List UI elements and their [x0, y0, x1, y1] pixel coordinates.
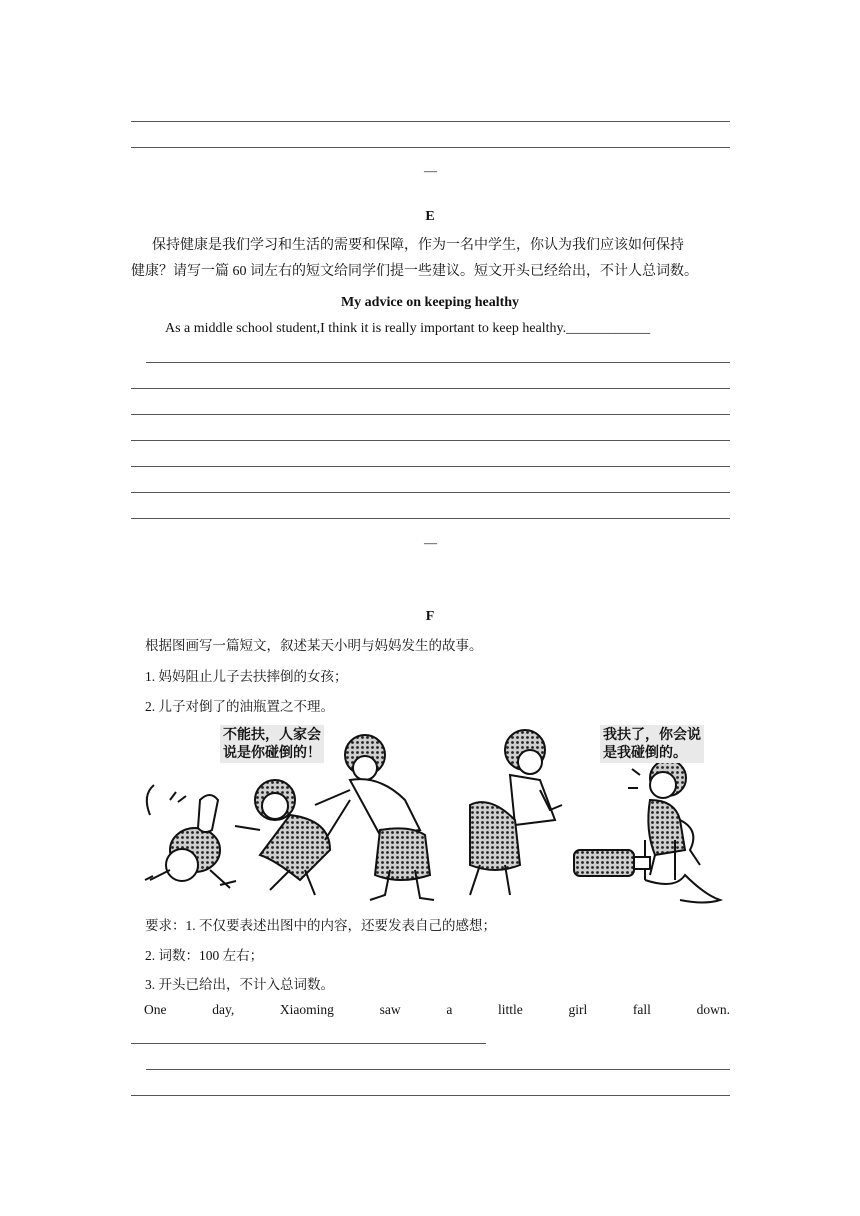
opening-word: a	[446, 1002, 453, 1017]
section-e-letter: E	[425, 209, 435, 224]
opening-word: girl	[568, 1002, 588, 1017]
answer-line	[131, 492, 730, 493]
requirement: 2. 词数：100 左右；	[145, 948, 264, 963]
answer-line	[131, 1095, 730, 1096]
section-f-opening	[144, 1002, 730, 1018]
dash-mark: —	[424, 163, 437, 178]
answer-line	[146, 1069, 730, 1070]
section-e-opening: As a middle school student,I think it is really important to keep healthy.____________	[165, 321, 651, 336]
section-f-point: 2. 儿子对倒了的油瓶置之不理。	[145, 699, 334, 714]
bubble-line: 不能扶，人家会	[223, 727, 321, 743]
bubble-line: 说是你碰倒的！	[223, 745, 321, 761]
dash-mark: —	[424, 535, 437, 550]
boy-figure	[235, 780, 330, 895]
fallen-girl-figure	[145, 785, 236, 888]
opening-word: down.	[696, 1002, 730, 1017]
section-e-instruction	[131, 233, 731, 285]
answer-line	[131, 440, 730, 441]
instruction-line: 保持健康是我们学习和生活的需要和保障，作为一名中学生，你认为我们应该如何保持	[152, 238, 684, 253]
section-f-intro: 根据图画写一篇短文，叙述某天小明与妈妈发生的故事。	[145, 638, 483, 653]
requirement: 3. 开头已给出，不计入总词数。	[145, 977, 334, 992]
answer-line	[131, 518, 730, 519]
opening-word: Xiaoming	[279, 1002, 334, 1017]
section-f-letter: F	[425, 609, 435, 624]
answer-line	[131, 147, 730, 148]
bubble-line: 是我碰倒的。	[603, 745, 687, 761]
opening-word: One	[144, 1002, 167, 1017]
opening-word: day,	[212, 1002, 235, 1017]
mother-walking-figure	[470, 730, 562, 895]
opening-word: saw	[379, 1002, 401, 1017]
speech-bubble-mother	[220, 725, 324, 763]
opening-word: fall	[632, 1002, 651, 1017]
speech-bubble-boy	[600, 725, 704, 763]
bubble-line: 我扶了，你会说	[603, 727, 701, 743]
mother-figure	[315, 735, 434, 900]
cartoon-illustration	[140, 720, 725, 905]
oil-bottle-figure	[574, 850, 720, 903]
section-e-title: My advice on keeping healthy	[340, 295, 520, 310]
answer-line	[131, 388, 730, 389]
answer-line	[131, 466, 730, 467]
instruction-line: 健康？请写一篇 60 词左右的短文给同学们提一些建议。短文开头已经给出，不计人总词数。	[131, 264, 698, 279]
section-f-point: 1. 妈妈阻止儿子去扶摔倒的女孩；	[145, 669, 348, 684]
answer-line	[131, 121, 730, 122]
answer-line	[146, 362, 730, 363]
opening-word: little	[498, 1002, 523, 1017]
requirement: 要求：1. 不仅要表述出图中的内容，还要发表自己的感想；	[145, 918, 496, 933]
answer-line	[131, 1043, 486, 1044]
answer-line	[131, 414, 730, 415]
